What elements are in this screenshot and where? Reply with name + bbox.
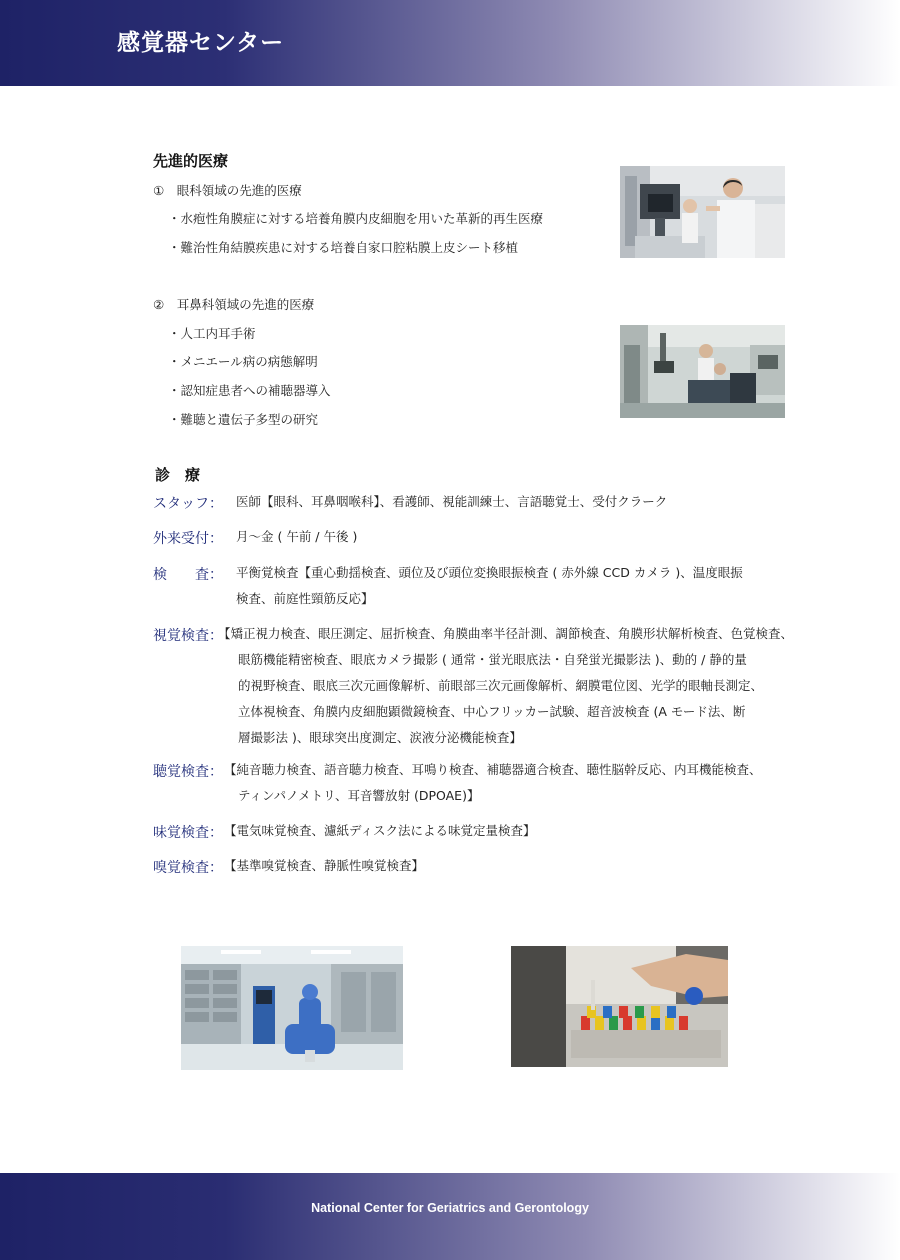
vision-line: 眼筋機能精密検査、眼底カメラ撮影 ( 通常・蛍光眼底法・自発蛍光撮影法 )、動的 / 静的量	[238, 652, 747, 667]
exam-room-photo	[181, 946, 403, 1070]
vision-line: 層撮影法 )、眼球突出度測定、涙液分泌機能検査】	[238, 730, 522, 745]
exam-label: 検 査：	[153, 567, 223, 583]
smell-value: 【基準嗅覚検査、静脈性嗅覚検査】	[224, 858, 425, 873]
list-item: ・人工内耳手術	[168, 326, 256, 341]
section-title-advanced: 先進的医療	[153, 152, 229, 170]
taste-value: 【電気味覚検査、濾紙ディスク法による味覚定量検査】	[224, 823, 536, 838]
smell-label: 嗅覚検査：	[153, 860, 223, 876]
page-title: 感覚器センター	[117, 30, 285, 56]
exam-line: 検査、前庭性頸筋反応】	[236, 591, 374, 606]
footer-organization-name: National Center for Geriatrics and Gerontology	[311, 1201, 589, 1215]
header-banner	[0, 0, 900, 86]
staff-label: スタッフ：	[153, 496, 223, 512]
vision-label: 視覚検査：	[153, 628, 223, 644]
exam-line: 平衡覚検査【重心動揺検査、頭位及び頭位変換眼振検査 ( 赤外線 CCD カメラ )、温度眼振	[236, 565, 743, 580]
ophthalmology-heading: ① 眼科領域の先進的医療	[153, 183, 302, 198]
hearing-line: ティンパノメトリ、耳音響放射 (DPOAE)】	[238, 788, 480, 803]
vision-line: 【矯正視力検査、眼圧測定、屈折検査、角膜曲率半径計測、調節検査、角膜形状解析検査、色覚検査、	[218, 626, 794, 641]
vision-line: 的視野検査、眼底三次元画像解析、前眼部三次元画像解析、網膜電位図、光学的眼軸長測定、	[238, 678, 764, 693]
section-title-clinic: 診 療	[155, 466, 201, 484]
list-item: ・認知症患者への補聴器導入	[168, 383, 331, 398]
footer-banner	[0, 1173, 900, 1260]
vision-line: 立体視検査、角膜内皮細胞顕微鏡検査、中心フリッカー試験、超音波検査 (A モード法、断	[238, 704, 746, 719]
staff-value: 医師【眼科、耳鼻咽喉科】、看護師、視能訓練士、言語聴覚士、受付クラーク	[236, 494, 668, 509]
hearing-label: 聴覚検査：	[153, 764, 223, 780]
hearing-line: 【純音聴力検査、語音聴力検査、耳鳴り検査、補聴器適合検査、聴性脳幹反応、内耳機能検査、	[224, 762, 762, 777]
outpatient-value: 月～金 ( 午前 / 午後 )	[236, 529, 358, 544]
list-item: ・水疱性角膜症に対する培養角膜内皮細胞を用いた革新的再生医療	[168, 211, 544, 226]
otology-heading: ② 耳鼻科領域の先進的医療	[153, 297, 315, 312]
list-item: ・難治性角結膜疾患に対する培養自家口腔粘膜上皮シート移植	[168, 240, 519, 255]
taste-label: 味覚検査：	[153, 825, 223, 841]
smell-test-photo	[511, 946, 728, 1067]
outpatient-label: 外来受付：	[153, 531, 223, 547]
list-item: ・メニエール病の病態解明	[168, 354, 318, 369]
ent-clinic-photo	[620, 325, 785, 418]
eye-exam-photo	[620, 166, 785, 258]
list-item: ・難聴と遺伝子多型の研究	[168, 412, 319, 427]
